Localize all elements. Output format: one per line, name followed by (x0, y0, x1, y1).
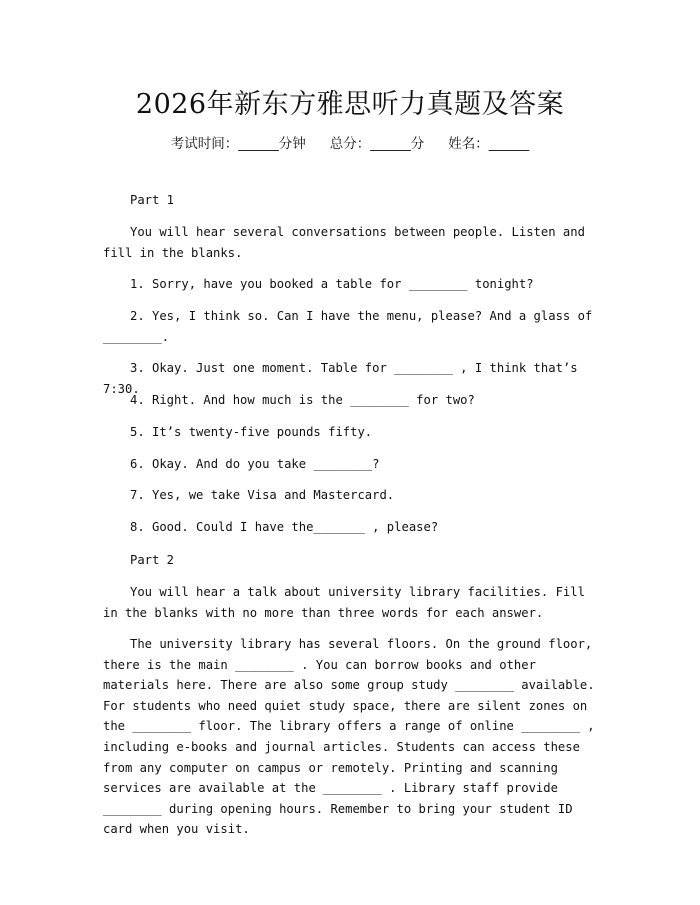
question-item: 1. Sorry, have you booked a table for ________ tonight? (130, 277, 534, 291)
question-item: 4. Right. And how much is the ________ for two? (130, 393, 475, 407)
question-item: 7. Yes, we take Visa and Mastercard. (130, 488, 395, 502)
page-title: 2026年新东方雅思听力真题及答案 (135, 89, 565, 120)
question-item: 6. Okay. And do you take ________? (130, 457, 380, 471)
exam-time-field: 考试时间：______分钟 (170, 136, 306, 152)
exam-info-line (0, 132, 700, 152)
part1-heading: Part 1 (130, 193, 175, 207)
student-name-field: 姓名：______ (448, 136, 530, 152)
question-item: 8. Good. Could I have the_______ , please? (130, 520, 439, 534)
question-item: 3. Okay. Just one moment. Table for ________ , I think that’s 7:30. (103, 361, 578, 396)
part2-passage: The university library has several floors. On the ground floor, there is the main ________ . You can borrow books and other materials here. There are also some group study ________ available. For students who need quiet study space, there are silent zones on the ________ floor. The library offers a range of online ________ , including e-books and journal articles. Students can access these from any computer on campus or remotely. Printing and scanning services are available at the ________ . Library staff provide ________ during opening hours. Remember to bring your student ID card when you visit. (103, 637, 595, 837)
question-item: 2. Yes, I think so. Can I have the menu, please? And a glass of ________. (103, 309, 593, 344)
part2-instructions: You will hear a talk about university library facilities. Fill in the blanks with no more than three words for each answer. (103, 585, 585, 620)
question-item: 5. It’s twenty-five pounds fifty. (130, 425, 373, 439)
part1-instructions: You will hear several conversations between people. Listen and fill in the blanks. (103, 225, 585, 260)
total-score-field: 总分：______分 (329, 136, 425, 152)
part2-heading: Part 2 (130, 553, 175, 567)
